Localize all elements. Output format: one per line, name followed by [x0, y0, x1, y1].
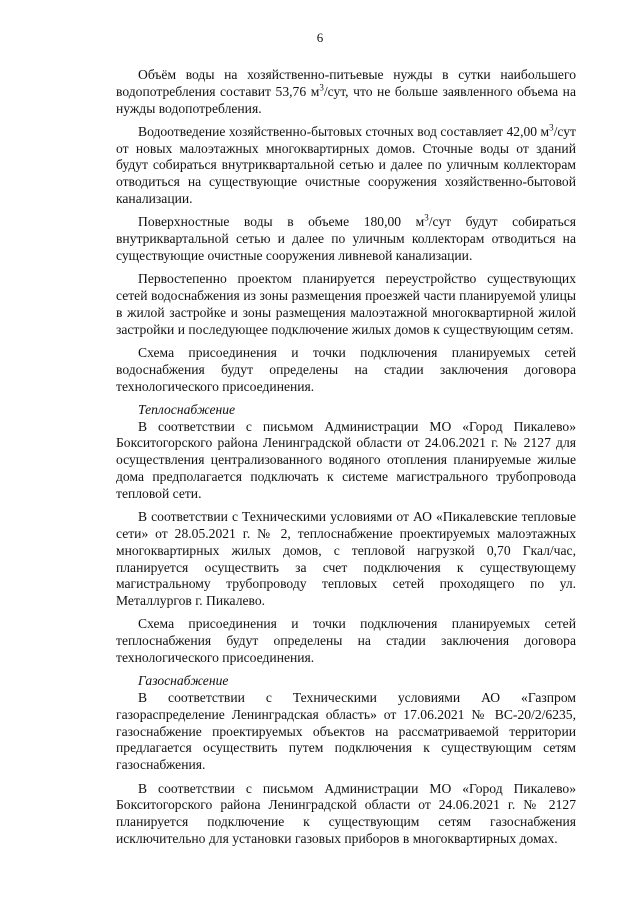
paragraph [116, 690, 576, 774]
paragraph-text-continued: /сут, что не больше заявленного объема на нужды водопотребления. [116, 83, 576, 116]
paragraph-text: В соответствии с Техническими условиями от АО «Пикалевские тепловые сети» от 28.05.2021 г. № 2, теплоснабжение проектируемых малоэтажных многоквартирных жилых домов, с тепловой нагрузкой 0,70 Гкал/час, планируется осуществить за счет подключения к существующему магистральному трубопроводу тепловых сетей проходящего по ул. Металлургов г. Пикалево. [116, 509, 576, 609]
paragraph [116, 67, 576, 117]
paragraph [116, 616, 576, 666]
paragraph-text: Первостепенно проектом планируется переустройство существующих сетей водоснабжения из зоны размещения проезжей части планируемой улицы в жилой застройке и зоны размещения малоэтажной многоквартирной жилой застройки и последующее подключение жилых домов к существующим сетям. [116, 271, 576, 337]
paragraph-text: Поверхностные воды в объеме 180,00 м [138, 214, 425, 230]
document-body [116, 67, 576, 854]
paragraph-text: Схема присоединения и точки подключения планируемых сетей водоснабжения будут определены на стадии заключения договора технологического присоединения. [116, 344, 576, 394]
paragraph-text: Теплоснабжение [138, 401, 236, 417]
paragraph [116, 419, 576, 503]
paragraph [116, 214, 576, 264]
paragraph [116, 345, 576, 395]
paragraph-text: Водоотведение хозяйственно-бытовых сточных вод составляет 42,00 м [138, 123, 550, 139]
paragraph-text: Схема присоединения и точки подключения планируемых сетей теплоснабжения будут определены на стадии заключения договора технологического присоединения. [116, 616, 576, 665]
paragraph [116, 781, 576, 848]
paragraph [116, 509, 576, 610]
section-heading [116, 673, 576, 690]
paragraph-text: В соответствии с письмом Администрации МО «Город Пикалево» Бокситогорского района Ленинградской области от 24.06.2021 г. № 2127 планируется подключение к существующим сетям газоснабжения исключительно для установки газовых приборов в многоквартирных домах. [116, 780, 576, 846]
paragraph-text: В соответствии с письмом Администрации МО «Город Пикалево» Бокситогорского района Ленинградской области от 24.06.2021 г. № 2127 для осуществления централизованного водяного отопления планируемые жилые дома предполагается подключать к системе магистрального трубопровода тепловой сети. [116, 418, 576, 501]
page-number: 6 [316, 30, 324, 45]
section-heading [116, 402, 576, 419]
paragraph-text: Объём воды на хозяйственно-питьевые нужды в сутки наибольшего водопотребления составит 53,76 м [116, 67, 576, 99]
paragraph-text: Газоснабжение [138, 673, 229, 689]
superscript-unit: 3 [549, 122, 554, 133]
paragraph [116, 124, 576, 208]
paragraph-text-continued: /сут от новых малоэтажных многоквартирных домов. Сточные воды от зданий будут собираться внутриквартальной сетью и далее по уличным коллекторам отводиться на существующие очистные сооружения хозяйственно-бытовой канализации. [116, 123, 576, 207]
paragraph-text-continued: /сут будут собираться внутриквартальной сетью и далее по уличным коллекторам отводиться на существующие очистные сооружения ливневой канализации. [116, 214, 577, 263]
paragraph [116, 271, 576, 338]
superscript-unit: 3 [424, 212, 429, 223]
paragraph-text: В соответствии с Техническими условиями АО «Газпром газораспределение Ленинградская область» от 17.06.2021 № ВС-20/2/6235, газоснабжение проектируемых объектов на рассматриваемой территории предлагается осуществить путем подключения к существующим сетям газоснабжения. [116, 690, 576, 773]
superscript-unit: 3 [319, 82, 324, 93]
